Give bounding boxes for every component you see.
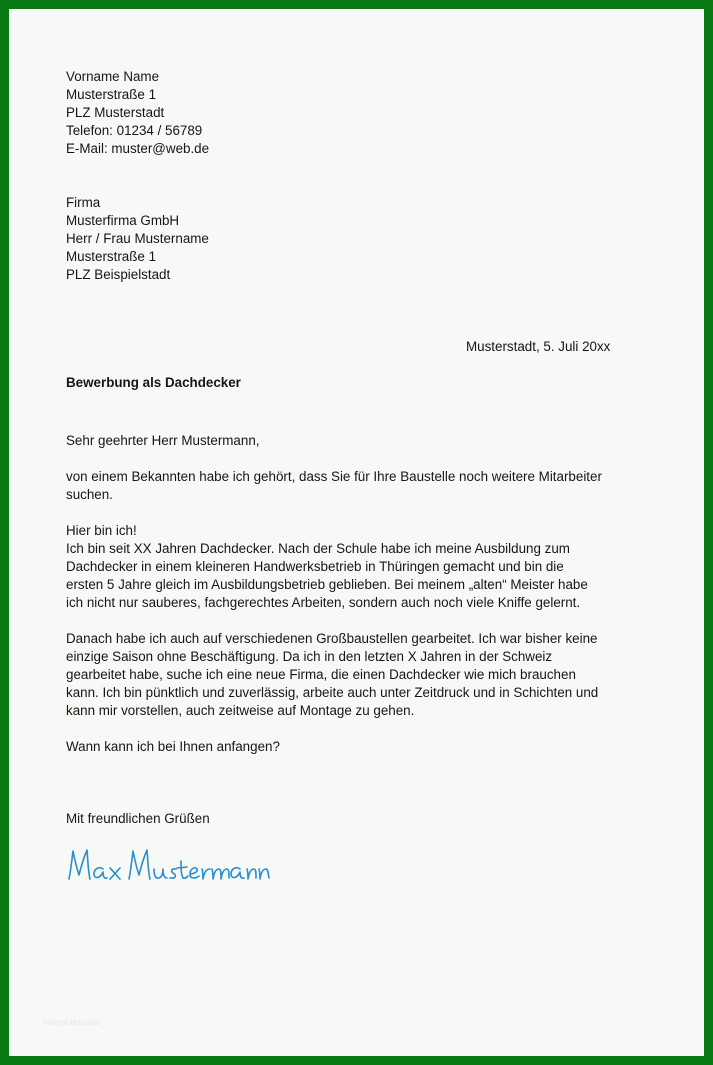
paragraph-experience	[66, 522, 656, 612]
recipient-city: PLZ Beispielstadt	[66, 267, 171, 282]
recipient-contact: Herr / Frau Mustername	[66, 231, 209, 246]
paragraph-line: Hier bin ich!	[66, 523, 137, 538]
recipient-street: Musterstraße 1	[66, 249, 157, 264]
letter-page	[9, 9, 704, 1056]
sender-phone: Telefon: 01234 / 56789	[66, 123, 203, 138]
paragraph-line: Dachdecker in einem kleineren Handwerksbetrieb in Thüringen gemacht und bin die	[66, 559, 564, 574]
recipient-company: Musterfirma GmbH	[66, 213, 180, 228]
paragraph-line: Danach habe ich auch auf verschiedenen Großbaustellen gearbeitet. Ich war bisher keine	[66, 631, 598, 646]
paragraph-line: einzige Saison ohne Beschäftigung. Da ich in den letzten X Jahren in der Schweiz	[66, 649, 553, 664]
paragraph-line: ersten 5 Jahre gleich im Ausbildungsbetrieb geblieben. Bei meinem „alten“ Meister habe	[66, 577, 588, 592]
paragraph-line: Ich bin seit XX Jahren Dachdecker. Nach der Schule habe ich meine Ausbildung zum	[66, 541, 570, 556]
salutation: Sehr geehrter Herr Mustermann,	[66, 433, 260, 448]
letter-date: Musterstadt, 5. Juli 20xx	[466, 339, 611, 354]
sender-name: Vorname Name	[66, 69, 160, 84]
watermark-text: Vorlage.bizpedia	[41, 1018, 101, 1027]
sender-street: Musterstraße 1	[66, 87, 157, 102]
signature-graphic	[63, 841, 273, 893]
paragraph-line: kann. Ich bin pünktlich und zuverlässig, arbeite auch unter Zeitdruck und in Schichten und	[66, 685, 599, 700]
paragraph-line: ich nicht nur sauberes, fachgerechtes Arbeiten, sondern auch noch viele Kniffe gelernt.	[66, 595, 581, 610]
paragraph-question: Wann kann ich bei Ihnen anfangen?	[66, 739, 280, 754]
sender-email: E-Mail: muster@web.de	[66, 141, 210, 156]
paragraph-line: von einem Bekannten habe ich gehört, dass Sie für Ihre Baustelle noch weitere Mitarbeiter	[66, 469, 602, 484]
paragraph-line: suchen.	[66, 487, 113, 502]
sender-city: PLZ Musterstadt	[66, 105, 165, 120]
paragraph-intro	[66, 468, 656, 504]
paragraph-current	[66, 630, 656, 720]
paragraph-line: kann mir vorstellen, auch zeitweise auf Montage zu gehen.	[66, 703, 415, 718]
handwritten-signature	[63, 841, 273, 898]
paragraph-line: gearbeitet habe, suche ich eine neue Firma, die einen Dachdecker wie mich brauchen	[66, 667, 576, 682]
recipient-company-label: Firma	[66, 195, 101, 210]
letter-subject: Bewerbung als Dachdecker	[66, 375, 241, 390]
sender-address	[66, 68, 209, 158]
recipient-address	[66, 194, 209, 284]
closing: Mit freundlichen Grüßen	[66, 811, 210, 826]
